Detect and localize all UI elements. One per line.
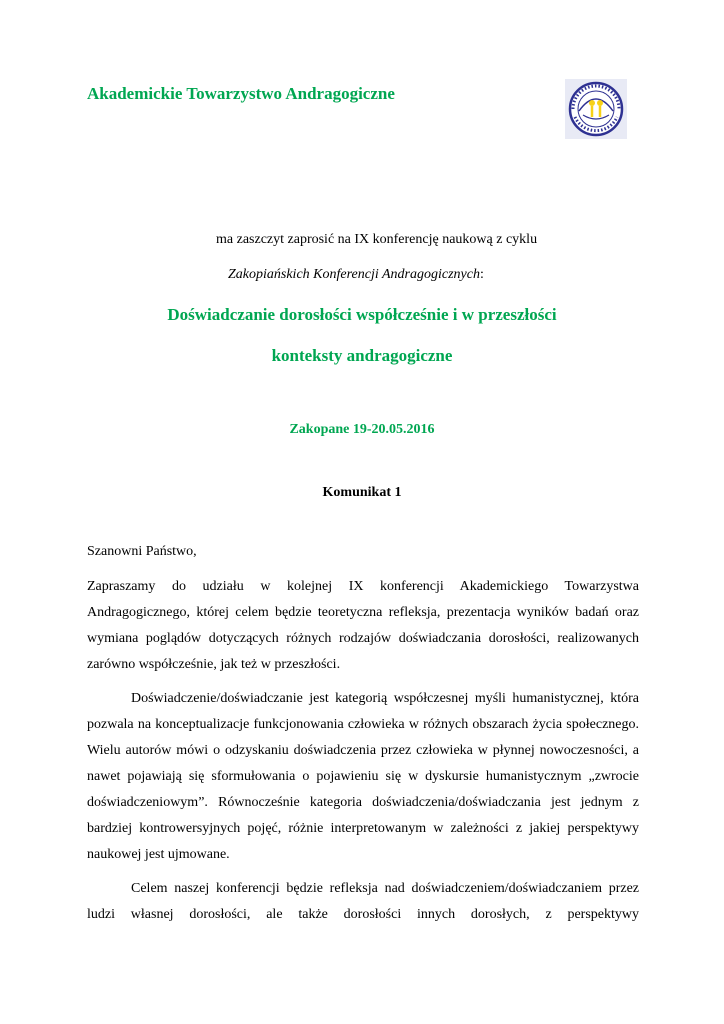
- conference-series-colon: :: [479, 267, 484, 282]
- announcement-heading: Komunikat 1: [322, 485, 402, 500]
- conference-series-name: Zakopiańskich Konferencji Andragogicznych: [228, 267, 480, 282]
- ata-logo-icon: [565, 79, 627, 139]
- salutation: Szanowni Państwo,: [87, 544, 197, 559]
- paragraph-aim: Celem naszej konferencji będzie refleksja nad doświadczeniem/doświadczaniem przez ludzi własnej dorosłości, ale także dorosłości innych dorosłych, z perspektywy: [87, 881, 639, 922]
- conference-date-place: Zakopane 19-20.05.2016: [289, 422, 435, 437]
- paragraph-experience: Doświadczenie/doświadczanie jest kategorią współczesnej myśli humanistycznej, która pozwala na konceptualizacje funkcjonowania człowieka w różnych obszarach życia społecznego. Wielu autorów mówi o odzyskaniu doświadczenia przez człowieka w płynnej nowoczesności, a nawet pojawiają się sformułowania o pojawieniu się w dyskursie humanistycznym „zwrocie doświadczeniowym”. Równocześnie kategoria doświadczenia/doświadczania jest jednym z bardziej kontrowersyjnych pojęć, różnie interpretowanym w zależności z jakiej perspektywy naukowej jest ujmowane.: [87, 691, 639, 862]
- paragraph-intro: Zapraszamy do udziału w kolejnej IX konferencji Akademickiego Towarzystwa Andragogicznego, której celem będzie teoretyczna refleksja, prezentacja wyników badań oraz wymiana poglądów dotyczących różnych rodzajów doświadczania dorosłości, realizowanych zarówno współcześnie, jak też w przeszłości.: [87, 579, 639, 672]
- invitation-line: ma zaszczyt zaprosić na IX konferencję naukową z cyklu: [216, 232, 538, 247]
- conference-series-line: [228, 267, 484, 283]
- conference-title: Doświadczanie dorosłości współcześnie i w przeszłości: [167, 305, 557, 324]
- organization-name: Akademickie Towarzystwo Andragogiczne: [87, 84, 395, 103]
- conference-subtitle: konteksty andragogiczne: [271, 346, 453, 365]
